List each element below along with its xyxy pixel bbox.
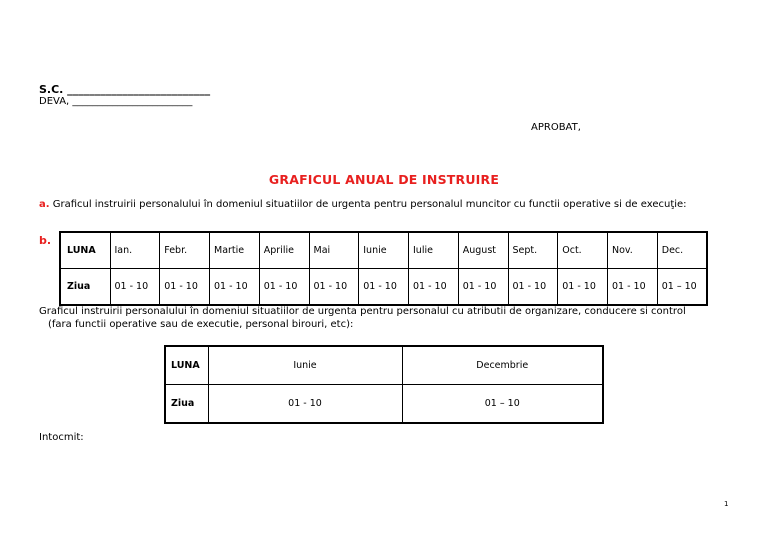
approved-label: APROBAT, [531,122,581,133]
month-cell: August [458,232,508,269]
month-cell: Dec. [657,232,707,269]
day-cell: 01 - 10 [458,269,508,306]
month-cell: Sept. [508,232,558,269]
day-cell: 01 - 10 [608,269,658,306]
prepared-by-label: Intocmit: [39,432,84,443]
row-label-day: Ziua [165,385,208,424]
page-number: 1 [724,500,729,508]
month-cell: Aprilie [259,232,309,269]
table-row-days [60,269,707,306]
row-label-month: LUNA [165,346,208,385]
annual-schedule-table [59,231,708,306]
month-cell: Oct. [558,232,608,269]
table-row-months [165,346,603,385]
row-label-day: Ziua [60,269,110,306]
month-cell: Iunie [208,346,402,385]
section-b-marker: b. [39,234,52,247]
row-label-month: LUNA [60,232,110,269]
month-cell: Ian. [110,232,160,269]
month-cell: Febr. [160,232,210,269]
section-2-paragraph-line1: Graficul instruirii personalului în domeniul situatiilor de urgenta pentru personalul cu atributii de organizare, conducere si control [39,306,686,317]
location-line: DEVA, ________________________ [39,96,193,107]
day-cell: 01 – 10 [657,269,707,306]
day-cell: 01 – 10 [402,385,603,424]
management-schedule-table [164,345,604,424]
day-cell: 01 - 10 [508,269,558,306]
section-a-marker: a. [39,199,50,210]
month-cell: Nov. [608,232,658,269]
day-cell: 01 - 10 [110,269,160,306]
table-row-months [60,232,707,269]
day-cell: 01 - 10 [259,269,309,306]
day-cell: 01 - 10 [359,269,409,306]
day-cell: 01 - 10 [208,385,402,424]
section-2-paragraph-line2: (fara functii operative sau de executie, personal birouri, etc): [48,319,354,330]
month-cell: Martie [210,232,260,269]
section-a-paragraph [39,199,687,210]
day-cell: 01 - 10 [409,269,459,306]
day-cell: 01 - 10 [309,269,359,306]
section-a-text: Graficul instruirii personalului în domeniul situatiilor de urgenta pentru personalul muncitor cu functii operative si de execuţie: [49,199,687,210]
month-cell: Iunie [359,232,409,269]
month-cell: Mai [309,232,359,269]
day-cell: 01 - 10 [210,269,260,306]
month-cell: Iulie [409,232,459,269]
day-cell: 01 - 10 [160,269,210,306]
month-cell: Decembrie [402,346,603,385]
document-title: GRAFICUL ANUAL DE INSTRUIRE [268,172,500,187]
day-cell: 01 - 10 [558,269,608,306]
company-line: S.C. __________________________ [39,83,211,96]
table-row-days [165,385,603,424]
